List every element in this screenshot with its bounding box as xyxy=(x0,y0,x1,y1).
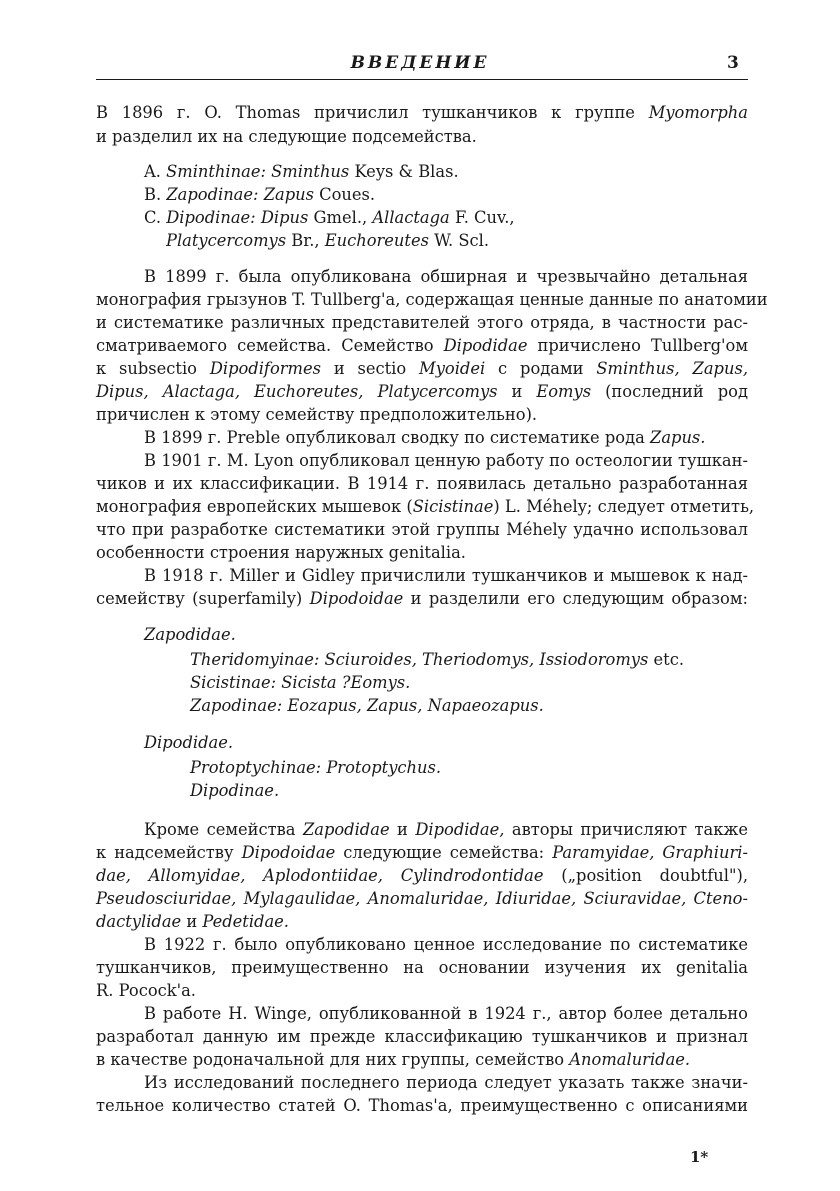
italic-term: Allactaga xyxy=(372,208,450,227)
text-line xyxy=(144,208,748,228)
text-line xyxy=(190,781,748,801)
text-line xyxy=(190,758,748,778)
text-span: что при разработке систематики этой группы Méhely удачно использовал xyxy=(96,520,748,539)
text-span: B. xyxy=(144,185,167,204)
running-header-title: ВВЕДЕНИЕ xyxy=(350,53,490,73)
text-span: C. xyxy=(144,208,167,227)
italic-term: dae, Allomyidae, Aplodontiidae, Cylindrodontidae xyxy=(96,866,544,885)
italic-term: Dipodiformes xyxy=(209,359,321,378)
text-line xyxy=(144,428,748,448)
italic-term: Sicistinae xyxy=(412,497,494,516)
text-line xyxy=(96,336,748,356)
text-span: F. Cuv., xyxy=(449,208,515,227)
text-line xyxy=(96,589,748,609)
italic-term: Sicistinae: Sicista ?Eomys. xyxy=(190,673,411,692)
text-line xyxy=(144,820,748,840)
italic-term: Zapodidae. xyxy=(144,625,236,644)
text-line xyxy=(96,1027,748,1047)
text-span: A. xyxy=(144,162,167,181)
text-span: тушканчиков, преимущественно на основании изучения их genitalia xyxy=(96,958,748,977)
text-span: и систематике различных представителей этого отряда, в частности рас- xyxy=(96,313,748,332)
text-span: следующие семейства: xyxy=(335,843,553,862)
text-line xyxy=(144,625,748,645)
text-line xyxy=(144,1073,748,1093)
italic-term: Myoidei xyxy=(419,359,486,378)
text-span: В 1918 г. Miller и Gidley причислили тушканчиков и мышевок к над- xyxy=(144,566,748,585)
text-line xyxy=(96,382,748,402)
text-line xyxy=(96,127,748,147)
italic-term: Dipus, Alactaga, Euchoreutes, Platycercomys xyxy=(96,382,498,401)
text-span: в качестве родоначальной для них группы, семейство xyxy=(96,1050,570,1069)
text-line xyxy=(96,359,748,379)
text-line xyxy=(96,981,748,1001)
text-span: R. Pocock'a. xyxy=(96,981,196,1000)
italic-term: Dipodidae xyxy=(443,336,528,355)
italic-term: Protoptychinae: Protoptychus. xyxy=(190,758,442,777)
text-span: монография грызунов T. Tullberg'a, содержащая ценные данные по анатомии xyxy=(96,290,768,309)
text-span: и sectio xyxy=(320,359,420,378)
italic-term: Dipodidae, xyxy=(415,820,505,839)
text-span: Keys & Blas. xyxy=(349,162,459,181)
text-line xyxy=(96,313,748,333)
page-number: 3 xyxy=(727,53,739,73)
text-span: причислено Tullberg'ом xyxy=(527,336,748,355)
italic-term: Pseudosciuridae, Mylagaulidae, Anomaluridae, Idiuridae, Sciuravidae, Cteno- xyxy=(96,889,748,908)
italic-term: Zapodinae: Eozapus, Zapus, Napaeozapus. xyxy=(190,696,544,715)
italic-term: Dipodoidae xyxy=(309,589,404,608)
text-line xyxy=(144,267,748,287)
text-span: („position doubtful"), xyxy=(543,866,748,885)
text-span: к subsectio xyxy=(96,359,210,378)
text-span: Br., xyxy=(286,231,325,250)
text-line xyxy=(96,474,748,494)
text-span: разработал данную им прежде классификацию тушканчиков и признал xyxy=(96,1027,748,1046)
text-span: и xyxy=(497,382,537,401)
italic-term: Euchoreutes xyxy=(324,231,429,250)
text-line xyxy=(144,162,748,182)
text-line xyxy=(96,520,748,540)
text-line xyxy=(96,958,748,978)
text-span: Gmel., xyxy=(308,208,373,227)
text-line xyxy=(96,497,755,517)
text-span: etc. xyxy=(648,650,684,669)
text-span: тельное количество статей O. Thomas'a, преимущественно с описаниями xyxy=(96,1096,748,1115)
italic-term: Myomorpha xyxy=(648,103,748,122)
text-span: ) L. Méhely; следует отметить, xyxy=(493,497,755,516)
text-line xyxy=(144,1004,748,1024)
text-line xyxy=(144,733,748,753)
italic-term: Pedetidae. xyxy=(202,912,289,931)
italic-term: Eomys xyxy=(536,382,592,401)
text-line xyxy=(96,290,768,310)
text-span: и xyxy=(389,820,416,839)
text-span: Из исследований последнего периода следует указать также значи- xyxy=(144,1073,748,1092)
text-line xyxy=(96,405,748,425)
italic-term: Dipodinae: Dipus xyxy=(166,208,309,227)
text-line xyxy=(96,543,748,563)
text-line xyxy=(96,912,748,932)
text-span: и разделили его следующим образом: xyxy=(403,589,748,608)
text-line xyxy=(190,673,748,693)
text-span: (последний род xyxy=(591,382,748,401)
header-rule xyxy=(96,79,748,80)
text-span: и разделил их на следующие подсемейства. xyxy=(96,127,477,146)
text-line xyxy=(190,650,748,670)
text-line xyxy=(190,696,748,716)
text-span: Coues. xyxy=(313,185,376,204)
text-span: чиков и их классификации. В 1914 г. появилась детально разработанная xyxy=(96,474,748,493)
italic-term: Theridomyinae: Sciuroides, Theriodomys, Issiodoromys xyxy=(190,650,649,669)
italic-term: Zapus. xyxy=(650,428,706,447)
text-span: авторы причисляют также xyxy=(504,820,748,839)
text-line xyxy=(96,866,748,886)
text-span: монография европейских мышевок ( xyxy=(96,497,413,516)
italic-term: Dipodinae. xyxy=(190,781,280,800)
italic-term: Anomaluridae. xyxy=(569,1050,691,1069)
text-span: В 1901 г. M. Lyon опубликовал ценную работу по остеологии тушкан- xyxy=(144,451,748,470)
text-line xyxy=(96,843,748,863)
text-span: сматриваемого семейства. Семейство xyxy=(96,336,444,355)
text-line xyxy=(96,1050,748,1070)
italic-term: Zapodinae: Zapus xyxy=(166,185,314,204)
text-span: W. Scl. xyxy=(428,231,490,250)
italic-term: Sminthus, Zapus, xyxy=(596,359,748,378)
italic-term: dactylidae xyxy=(96,912,182,931)
text-line xyxy=(96,889,748,909)
text-line xyxy=(144,185,748,205)
text-line xyxy=(96,103,748,123)
text-span: В работе H. Winge, опубликованной в 1924 г., автор более детально xyxy=(144,1004,748,1023)
text-line xyxy=(144,566,748,586)
text-line xyxy=(166,231,748,251)
text-span: с родами xyxy=(485,359,597,378)
text-span: и xyxy=(181,912,203,931)
text-span: В 1899 г. Preble опубликовал сводку по систематике рода xyxy=(144,428,650,447)
text-span: В 1896 г. O. Thomas причислил тушканчиков к группе xyxy=(96,103,649,122)
italic-term: Sminthinae: Sminthus xyxy=(166,162,350,181)
italic-term: Dipodoidae xyxy=(241,843,336,862)
italic-term: Paramyidae, Graphiuri- xyxy=(552,843,748,862)
italic-term: Zapodidae xyxy=(302,820,390,839)
signature-mark: 1* xyxy=(690,1148,709,1166)
italic-term: Platycercomys xyxy=(166,231,287,250)
text-line xyxy=(144,935,748,955)
text-span: Кроме семейства xyxy=(144,820,303,839)
text-span: семейству (superfamily) xyxy=(96,589,310,608)
text-line xyxy=(96,1096,748,1116)
text-span: В 1922 г. было опубликовано ценное исследование по систематике xyxy=(144,935,748,954)
text-span: причислен к этому семейству предположительно). xyxy=(96,405,538,424)
text-span: к надсемейству xyxy=(96,843,242,862)
italic-term: Dipodidae. xyxy=(144,733,234,752)
text-span: особенности строения наружных genitalia. xyxy=(96,543,466,562)
text-line xyxy=(144,451,748,471)
text-span: В 1899 г. была опубликована обширная и чрезвычайно детальная xyxy=(144,267,748,286)
